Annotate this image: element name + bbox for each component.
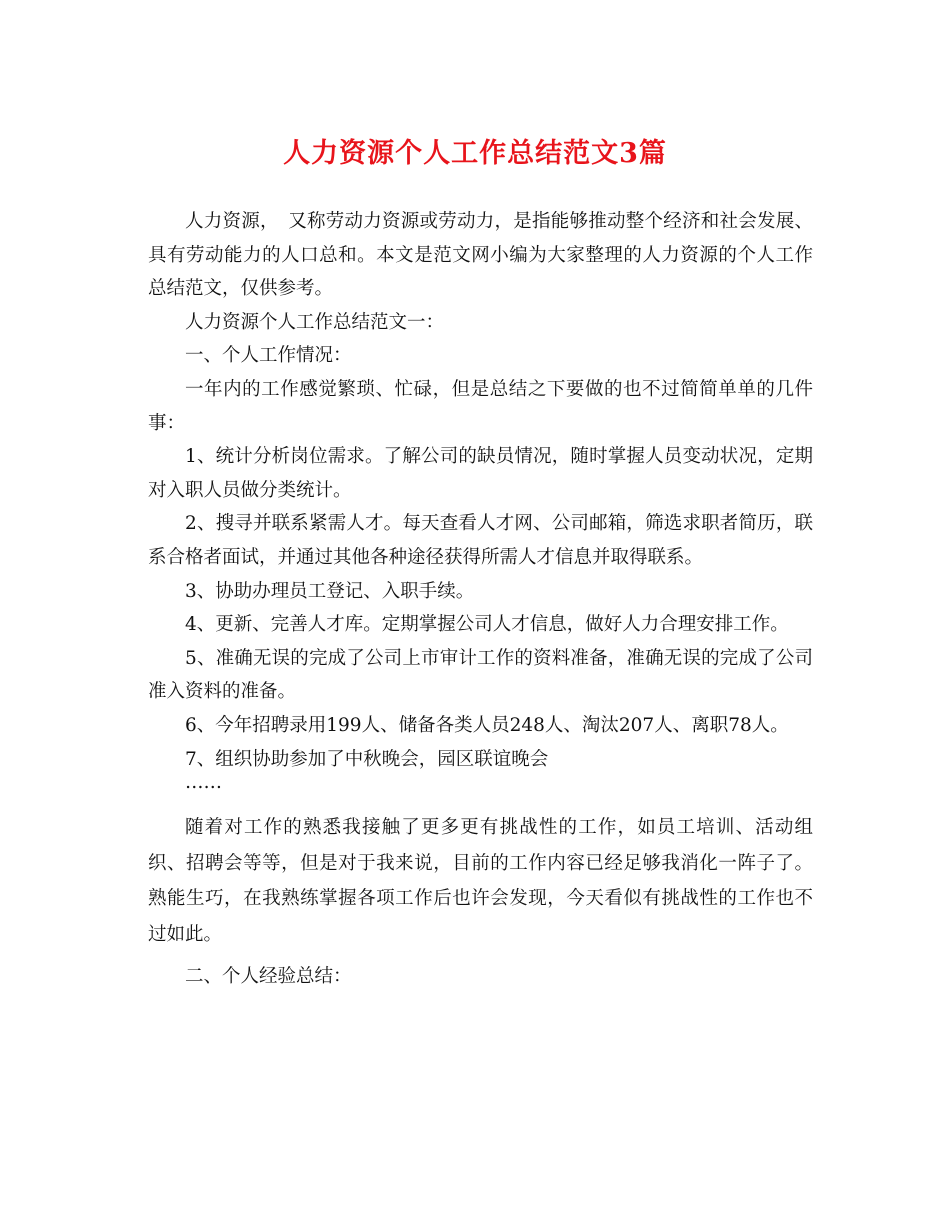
list-item-1: 1、统计分析岗位需求。了解公司的缺员情况，随时掌握人员变动状况，定期对入职人员做分类统计。 <box>148 446 813 501</box>
list-item-2: 2、搜寻并联系紧需人才。每天查看人才网、公司邮箱，筛选求职者简历，联系合格者面试，并通过其他各种途径获得所需人才信息并取得联系。 <box>148 513 813 568</box>
list-item-6: 6、今年招聘录用199人、储备各类人员248人、淘汰207人、离职78人。 <box>185 714 789 736</box>
paragraph-overview: 一年内的工作感觉繁琐、忙碌，但是总结之下要做的也不过简简单单的几件事： <box>148 378 813 434</box>
document-title: 人力资源个人工作总结范文3篇 <box>283 138 667 169</box>
intro-paragraph: 人力资源， 又称劳动力资源或劳动力，是指能够推动整个经济和社会发展、具有劳动能力的人口总和。本文是范文网小编为大家整理的人力资源的个人工作总结范文，仅供参考。 <box>148 211 813 300</box>
list-item-7: 7、组织协助参加了中秋晚会，园区联谊晚会 <box>185 748 549 770</box>
subheading-experience-summary: 二、个人经验总结： <box>185 966 352 988</box>
ellipsis: …… <box>185 772 222 794</box>
list-item-4: 4、更新、完善人才库。定期掌握公司人才信息，做好人力合理安排工作。 <box>185 614 789 636</box>
document-body <box>148 205 813 994</box>
section-heading-sample-one: 人力资源个人工作总结范文一： <box>185 311 445 333</box>
subheading-work-situation: 一、个人工作情况： <box>185 345 352 367</box>
list-item-3: 3、协助办理员工登记、入职手续。 <box>185 580 475 602</box>
paragraph-challenges: 随着对工作的熟悉我接触了更多更有挑战性的工作，如员工培训、活动组织、招聘会等等，但是对于我来说，目前的工作内容已经足够我消化一阵子了。熟能生巧，在我熟练掌握各项工作后也许会发现，今天看似有挑战性的工作也不过如此。 <box>148 817 813 945</box>
list-item-5: 5、准确无误的完成了公司上市审计工作的资料准备，准确无误的完成了公司准入资料的准备。 <box>148 647 813 703</box>
